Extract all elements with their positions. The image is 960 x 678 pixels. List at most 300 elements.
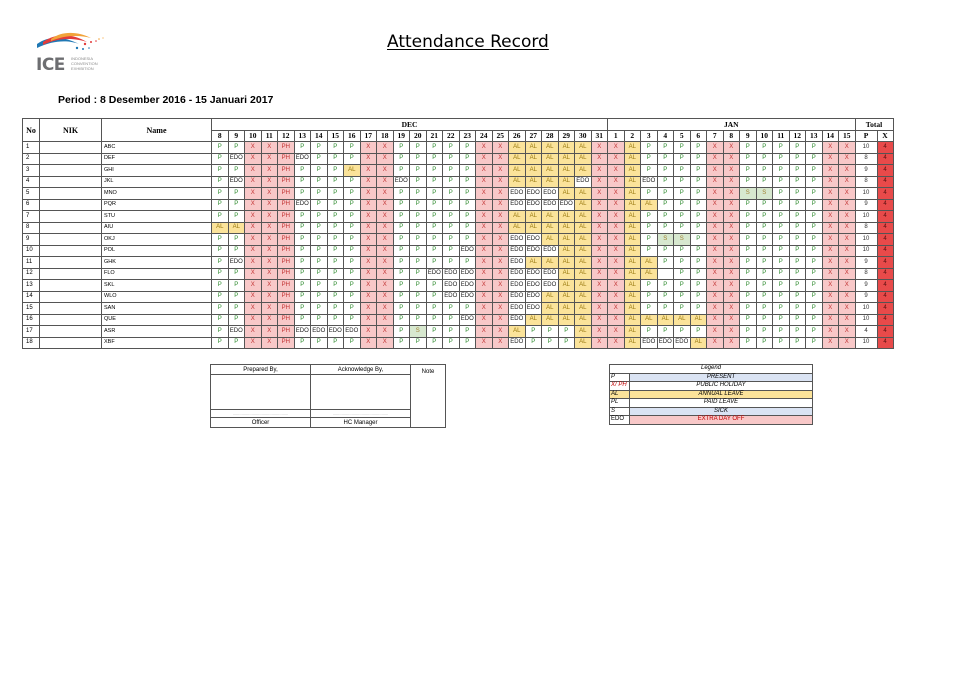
attendance-cell[interactable]: P <box>789 222 806 234</box>
attendance-cell[interactable]: X <box>245 176 262 188</box>
attendance-cell[interactable]: X <box>723 234 740 246</box>
attendance-cell[interactable]: X <box>492 142 509 154</box>
attendance-cell[interactable]: X <box>839 142 856 154</box>
attendance-cell[interactable]: P <box>789 326 806 338</box>
attendance-cell[interactable]: X <box>608 245 625 257</box>
attendance-cell[interactable]: X <box>839 222 856 234</box>
attendance-cell[interactable]: X <box>476 153 493 165</box>
attendance-cell[interactable]: EDO <box>443 280 460 292</box>
acknowledge-by-signature-area[interactable] <box>311 375 411 410</box>
attendance-cell[interactable]: X <box>707 326 724 338</box>
name-cell[interactable]: OKJ <box>102 234 212 246</box>
attendance-cell[interactable]: P <box>773 303 790 315</box>
attendance-cell[interactable]: X <box>492 176 509 188</box>
attendance-cell[interactable]: P <box>294 234 311 246</box>
attendance-cell[interactable]: X <box>261 188 278 200</box>
attendance-cell[interactable]: X <box>591 337 608 349</box>
attendance-cell[interactable]: P <box>756 199 773 211</box>
attendance-cell[interactable]: P <box>443 222 460 234</box>
attendance-cell[interactable]: X <box>822 165 839 177</box>
attendance-cell[interactable]: EDO <box>228 153 245 165</box>
attendance-cell[interactable]: P <box>443 245 460 257</box>
attendance-cell[interactable]: AL <box>575 291 592 303</box>
attendance-cell[interactable]: P <box>410 234 427 246</box>
attendance-cell[interactable]: X <box>492 268 509 280</box>
attendance-cell[interactable]: X <box>360 211 377 223</box>
attendance-cell[interactable]: P <box>311 142 328 154</box>
attendance-cell[interactable]: X <box>360 234 377 246</box>
attendance-cell[interactable]: X <box>261 257 278 269</box>
attendance-cell[interactable]: X <box>377 257 394 269</box>
attendance-cell[interactable]: P <box>690 234 707 246</box>
nik-cell[interactable] <box>40 314 102 326</box>
attendance-cell[interactable]: X <box>476 211 493 223</box>
attendance-cell[interactable]: AL <box>575 142 592 154</box>
attendance-cell[interactable]: P <box>806 257 823 269</box>
attendance-cell[interactable]: P <box>212 337 229 349</box>
attendance-cell[interactable]: P <box>212 257 229 269</box>
attendance-cell[interactable]: P <box>789 153 806 165</box>
attendance-cell[interactable]: P <box>327 291 344 303</box>
attendance-cell[interactable]: X <box>707 176 724 188</box>
attendance-cell[interactable]: P <box>426 291 443 303</box>
attendance-cell[interactable]: P <box>789 303 806 315</box>
attendance-cell[interactable]: P <box>641 245 658 257</box>
attendance-cell[interactable]: P <box>674 326 691 338</box>
attendance-cell[interactable]: X <box>377 176 394 188</box>
attendance-cell[interactable]: P <box>657 199 674 211</box>
attendance-cell[interactable]: AL <box>641 257 658 269</box>
attendance-cell[interactable]: P <box>327 314 344 326</box>
attendance-cell[interactable]: X <box>723 268 740 280</box>
nik-cell[interactable] <box>40 165 102 177</box>
attendance-cell[interactable]: X <box>723 280 740 292</box>
attendance-cell[interactable]: AL <box>542 222 559 234</box>
attendance-cell[interactable]: P <box>426 153 443 165</box>
attendance-cell[interactable]: P <box>641 234 658 246</box>
attendance-cell[interactable]: P <box>641 188 658 200</box>
attendance-cell[interactable]: P <box>212 234 229 246</box>
attendance-cell[interactable]: P <box>410 280 427 292</box>
attendance-cell[interactable]: X <box>492 222 509 234</box>
attendance-cell[interactable]: AL <box>558 303 575 315</box>
attendance-cell[interactable]: X <box>492 234 509 246</box>
attendance-cell[interactable]: P <box>641 211 658 223</box>
attendance-cell[interactable]: P <box>327 165 344 177</box>
attendance-cell[interactable]: PH <box>278 222 295 234</box>
attendance-cell[interactable]: PH <box>278 314 295 326</box>
name-cell[interactable]: QUE <box>102 314 212 326</box>
attendance-cell[interactable]: X <box>822 188 839 200</box>
attendance-cell[interactable]: X <box>476 326 493 338</box>
attendance-cell[interactable]: AL <box>575 326 592 338</box>
attendance-cell[interactable]: X <box>492 326 509 338</box>
attendance-cell[interactable]: P <box>212 211 229 223</box>
attendance-cell[interactable]: X <box>492 153 509 165</box>
attendance-cell[interactable]: X <box>261 303 278 315</box>
attendance-cell[interactable]: P <box>426 211 443 223</box>
attendance-cell[interactable]: X <box>377 142 394 154</box>
attendance-cell[interactable]: P <box>740 245 757 257</box>
attendance-cell[interactable]: P <box>806 314 823 326</box>
attendance-cell[interactable]: AL <box>624 303 641 315</box>
attendance-cell[interactable]: X <box>245 337 262 349</box>
attendance-cell[interactable]: P <box>344 188 361 200</box>
attendance-cell[interactable]: P <box>228 165 245 177</box>
attendance-cell[interactable]: P <box>426 257 443 269</box>
attendance-cell[interactable]: X <box>839 337 856 349</box>
attendance-cell[interactable]: AL <box>558 268 575 280</box>
attendance-cell[interactable]: P <box>443 176 460 188</box>
attendance-cell[interactable]: X <box>245 303 262 315</box>
attendance-cell[interactable]: X <box>261 268 278 280</box>
attendance-cell[interactable]: P <box>393 188 410 200</box>
attendance-cell[interactable]: P <box>806 153 823 165</box>
attendance-cell[interactable]: P <box>443 314 460 326</box>
attendance-cell[interactable]: X <box>261 211 278 223</box>
attendance-cell[interactable]: P <box>393 245 410 257</box>
attendance-cell[interactable]: P <box>740 326 757 338</box>
attendance-cell[interactable]: P <box>773 222 790 234</box>
attendance-cell[interactable]: X <box>822 211 839 223</box>
attendance-cell[interactable]: X <box>591 176 608 188</box>
attendance-cell[interactable]: EDO <box>294 153 311 165</box>
attendance-cell[interactable]: EDO <box>509 291 526 303</box>
attendance-cell[interactable]: AL <box>575 303 592 315</box>
attendance-cell[interactable]: P <box>740 268 757 280</box>
attendance-cell[interactable]: P <box>393 199 410 211</box>
attendance-cell[interactable]: P <box>311 222 328 234</box>
attendance-cell[interactable]: P <box>228 280 245 292</box>
attendance-cell[interactable]: EDO <box>525 234 542 246</box>
attendance-cell[interactable]: X <box>822 291 839 303</box>
attendance-cell[interactable]: X <box>839 234 856 246</box>
attendance-cell[interactable]: P <box>311 268 328 280</box>
attendance-cell[interactable]: AL <box>542 257 559 269</box>
attendance-cell[interactable]: P <box>228 303 245 315</box>
attendance-cell[interactable]: X <box>245 280 262 292</box>
attendance-cell[interactable]: EDO <box>294 199 311 211</box>
nik-cell[interactable] <box>40 188 102 200</box>
attendance-cell[interactable]: X <box>723 153 740 165</box>
attendance-cell[interactable]: P <box>443 337 460 349</box>
attendance-cell[interactable]: X <box>707 165 724 177</box>
attendance-cell[interactable]: P <box>756 222 773 234</box>
attendance-cell[interactable]: P <box>740 337 757 349</box>
nik-cell[interactable] <box>40 303 102 315</box>
attendance-cell[interactable]: P <box>740 280 757 292</box>
attendance-cell[interactable]: X <box>608 314 625 326</box>
attendance-cell[interactable]: P <box>641 280 658 292</box>
attendance-cell[interactable]: X <box>360 337 377 349</box>
attendance-cell[interactable]: X <box>839 257 856 269</box>
attendance-cell[interactable]: P <box>690 211 707 223</box>
attendance-cell[interactable]: AL <box>641 314 658 326</box>
attendance-cell[interactable]: P <box>344 153 361 165</box>
attendance-cell[interactable]: EDO <box>525 291 542 303</box>
attendance-cell[interactable]: P <box>410 268 427 280</box>
attendance-cell[interactable]: X <box>377 245 394 257</box>
attendance-cell[interactable]: P <box>344 222 361 234</box>
attendance-cell[interactable]: X <box>822 268 839 280</box>
attendance-cell[interactable]: P <box>228 199 245 211</box>
attendance-cell[interactable]: P <box>327 188 344 200</box>
attendance-cell[interactable]: X <box>608 165 625 177</box>
attendance-cell[interactable]: AL <box>542 211 559 223</box>
attendance-cell[interactable]: P <box>393 268 410 280</box>
attendance-cell[interactable]: X <box>377 234 394 246</box>
attendance-cell[interactable]: P <box>773 199 790 211</box>
attendance-cell[interactable]: AL <box>542 303 559 315</box>
attendance-cell[interactable]: P <box>393 165 410 177</box>
attendance-cell[interactable]: P <box>443 165 460 177</box>
name-cell[interactable]: PQR <box>102 199 212 211</box>
attendance-cell[interactable]: AL <box>542 234 559 246</box>
attendance-cell[interactable]: X <box>591 291 608 303</box>
attendance-cell[interactable]: EDO <box>525 199 542 211</box>
attendance-cell[interactable]: X <box>492 337 509 349</box>
attendance-cell[interactable]: X <box>476 314 493 326</box>
attendance-cell[interactable]: P <box>789 165 806 177</box>
attendance-cell[interactable]: P <box>674 211 691 223</box>
attendance-cell[interactable]: P <box>789 257 806 269</box>
attendance-cell[interactable]: X <box>245 142 262 154</box>
attendance-cell[interactable]: P <box>344 142 361 154</box>
attendance-cell[interactable]: X <box>608 211 625 223</box>
attendance-cell[interactable]: P <box>806 165 823 177</box>
attendance-cell[interactable]: P <box>674 280 691 292</box>
attendance-cell[interactable]: P <box>641 303 658 315</box>
attendance-cell[interactable]: X <box>245 165 262 177</box>
attendance-cell[interactable]: X <box>591 211 608 223</box>
attendance-cell[interactable]: P <box>327 234 344 246</box>
attendance-cell[interactable]: P <box>756 314 773 326</box>
attendance-cell[interactable]: X <box>608 303 625 315</box>
attendance-cell[interactable]: P <box>756 142 773 154</box>
attendance-cell[interactable]: P <box>344 280 361 292</box>
attendance-cell[interactable]: P <box>426 188 443 200</box>
attendance-cell[interactable]: X <box>839 188 856 200</box>
attendance-cell[interactable]: P <box>459 257 476 269</box>
attendance-cell[interactable]: P <box>393 153 410 165</box>
attendance-cell[interactable]: P <box>459 142 476 154</box>
attendance-cell[interactable]: P <box>459 199 476 211</box>
attendance-cell[interactable]: AL <box>624 245 641 257</box>
attendance-cell[interactable]: X <box>608 188 625 200</box>
attendance-cell[interactable]: AL <box>641 268 658 280</box>
attendance-cell[interactable]: X <box>707 188 724 200</box>
attendance-cell[interactable]: X <box>822 222 839 234</box>
attendance-cell[interactable]: AL <box>228 222 245 234</box>
attendance-cell[interactable]: AL <box>525 165 542 177</box>
attendance-cell[interactable]: P <box>212 314 229 326</box>
attendance-cell[interactable]: P <box>327 199 344 211</box>
attendance-cell[interactable]: EDO <box>509 188 526 200</box>
attendance-cell[interactable]: P <box>294 188 311 200</box>
attendance-cell[interactable]: AL <box>624 188 641 200</box>
attendance-cell[interactable]: PH <box>278 142 295 154</box>
attendance-cell[interactable]: AL <box>558 153 575 165</box>
attendance-cell[interactable]: AL <box>525 142 542 154</box>
attendance-cell[interactable]: X <box>245 199 262 211</box>
attendance-cell[interactable]: P <box>443 153 460 165</box>
nik-cell[interactable] <box>40 337 102 349</box>
attendance-cell[interactable]: P <box>690 268 707 280</box>
attendance-cell[interactable]: P <box>773 257 790 269</box>
attendance-cell[interactable]: P <box>443 326 460 338</box>
attendance-cell[interactable]: P <box>657 326 674 338</box>
attendance-cell[interactable]: X <box>360 165 377 177</box>
attendance-cell[interactable]: EDO <box>542 245 559 257</box>
attendance-cell[interactable]: X <box>608 176 625 188</box>
attendance-cell[interactable]: X <box>591 245 608 257</box>
attendance-cell[interactable]: P <box>327 257 344 269</box>
nik-cell[interactable] <box>40 199 102 211</box>
attendance-cell[interactable]: P <box>327 245 344 257</box>
attendance-cell[interactable]: X <box>839 314 856 326</box>
attendance-cell[interactable]: X <box>707 199 724 211</box>
attendance-cell[interactable]: AL <box>558 280 575 292</box>
attendance-cell[interactable]: X <box>360 326 377 338</box>
attendance-cell[interactable]: P <box>641 165 658 177</box>
attendance-cell[interactable]: AL <box>575 211 592 223</box>
attendance-cell[interactable]: P <box>641 291 658 303</box>
attendance-cell[interactable]: X <box>245 188 262 200</box>
attendance-cell[interactable]: P <box>690 188 707 200</box>
attendance-cell[interactable]: P <box>311 153 328 165</box>
attendance-cell[interactable]: EDO <box>509 199 526 211</box>
attendance-cell[interactable]: P <box>410 337 427 349</box>
attendance-cell[interactable]: X <box>492 291 509 303</box>
name-cell[interactable]: POL <box>102 245 212 257</box>
attendance-cell[interactable]: AL <box>575 314 592 326</box>
attendance-cell[interactable]: P <box>558 337 575 349</box>
attendance-cell[interactable]: P <box>690 176 707 188</box>
attendance-cell[interactable]: P <box>542 337 559 349</box>
attendance-cell[interactable]: P <box>393 303 410 315</box>
attendance-cell[interactable]: P <box>756 245 773 257</box>
attendance-cell[interactable]: EDO <box>542 199 559 211</box>
attendance-cell[interactable]: X <box>476 188 493 200</box>
attendance-cell[interactable]: X <box>492 257 509 269</box>
attendance-cell[interactable]: X <box>377 268 394 280</box>
attendance-cell[interactable]: P <box>344 291 361 303</box>
attendance-cell[interactable]: P <box>212 199 229 211</box>
attendance-cell[interactable]: X <box>377 199 394 211</box>
attendance-cell[interactable]: X <box>608 337 625 349</box>
prepared-by-signature-area[interactable] <box>211 375 311 410</box>
attendance-cell[interactable]: AL <box>624 314 641 326</box>
attendance-cell[interactable]: P <box>806 142 823 154</box>
attendance-cell[interactable]: X <box>707 337 724 349</box>
attendance-cell[interactable]: P <box>426 326 443 338</box>
attendance-cell[interactable]: X <box>261 222 278 234</box>
attendance-cell[interactable]: X <box>377 314 394 326</box>
attendance-cell[interactable]: P <box>806 326 823 338</box>
attendance-cell[interactable]: EDO <box>509 268 526 280</box>
attendance-cell[interactable]: AL <box>558 257 575 269</box>
attendance-cell[interactable]: P <box>410 153 427 165</box>
attendance-cell[interactable]: AL <box>509 142 526 154</box>
attendance-cell[interactable]: X <box>261 199 278 211</box>
attendance-cell[interactable]: P <box>756 291 773 303</box>
nik-cell[interactable] <box>40 176 102 188</box>
attendance-cell[interactable]: P <box>228 142 245 154</box>
attendance-cell[interactable]: P <box>228 188 245 200</box>
attendance-cell[interactable]: P <box>657 153 674 165</box>
attendance-cell[interactable]: P <box>327 142 344 154</box>
attendance-cell[interactable]: X <box>608 222 625 234</box>
attendance-cell[interactable]: P <box>674 257 691 269</box>
attendance-cell[interactable]: AL <box>542 176 559 188</box>
attendance-cell[interactable]: AL <box>509 153 526 165</box>
attendance-cell[interactable]: X <box>839 280 856 292</box>
attendance-cell[interactable]: X <box>839 153 856 165</box>
attendance-cell[interactable]: EDO <box>426 268 443 280</box>
attendance-cell[interactable]: X <box>822 337 839 349</box>
attendance-cell[interactable]: P <box>294 222 311 234</box>
attendance-cell[interactable]: P <box>789 268 806 280</box>
attendance-cell[interactable]: P <box>459 303 476 315</box>
attendance-cell[interactable]: X <box>707 268 724 280</box>
attendance-cell[interactable]: P <box>443 211 460 223</box>
attendance-cell[interactable]: AL <box>525 211 542 223</box>
attendance-cell[interactable]: P <box>443 303 460 315</box>
attendance-cell[interactable]: AL <box>575 268 592 280</box>
attendance-cell[interactable]: X <box>245 211 262 223</box>
attendance-cell[interactable]: X <box>591 165 608 177</box>
attendance-cell[interactable]: P <box>344 268 361 280</box>
attendance-cell[interactable]: P <box>410 199 427 211</box>
attendance-cell[interactable]: AL <box>624 291 641 303</box>
attendance-cell[interactable]: X <box>360 280 377 292</box>
attendance-cell[interactable]: P <box>740 234 757 246</box>
attendance-cell[interactable]: P <box>410 165 427 177</box>
attendance-cell[interactable]: P <box>674 303 691 315</box>
attendance-cell[interactable]: X <box>723 165 740 177</box>
attendance-cell[interactable]: EDO <box>674 337 691 349</box>
attendance-cell[interactable]: AL <box>575 234 592 246</box>
attendance-cell[interactable]: P <box>789 176 806 188</box>
attendance-cell[interactable]: PH <box>278 234 295 246</box>
attendance-cell[interactable]: X <box>360 153 377 165</box>
attendance-cell[interactable]: P <box>674 142 691 154</box>
attendance-cell[interactable]: X <box>723 303 740 315</box>
nik-cell[interactable] <box>40 326 102 338</box>
attendance-cell[interactable]: X <box>839 211 856 223</box>
attendance-cell[interactable]: P <box>459 176 476 188</box>
attendance-cell[interactable]: P <box>426 199 443 211</box>
attendance-cell[interactable]: X <box>591 257 608 269</box>
attendance-cell[interactable]: X <box>476 199 493 211</box>
attendance-cell[interactable]: AL <box>558 234 575 246</box>
attendance-cell[interactable]: X <box>245 268 262 280</box>
attendance-cell[interactable]: P <box>311 257 328 269</box>
attendance-cell[interactable]: P <box>789 245 806 257</box>
attendance-cell[interactable]: P <box>311 303 328 315</box>
attendance-cell[interactable]: X <box>822 153 839 165</box>
name-cell[interactable]: STU <box>102 211 212 223</box>
attendance-cell[interactable]: PH <box>278 188 295 200</box>
attendance-cell[interactable]: EDO <box>542 268 559 280</box>
attendance-cell[interactable]: X <box>608 326 625 338</box>
attendance-cell[interactable]: X <box>723 222 740 234</box>
attendance-cell[interactable]: X <box>245 326 262 338</box>
attendance-cell[interactable]: X <box>591 234 608 246</box>
attendance-cell[interactable]: X <box>261 326 278 338</box>
attendance-cell[interactable]: P <box>228 245 245 257</box>
attendance-cell[interactable]: AL <box>624 153 641 165</box>
